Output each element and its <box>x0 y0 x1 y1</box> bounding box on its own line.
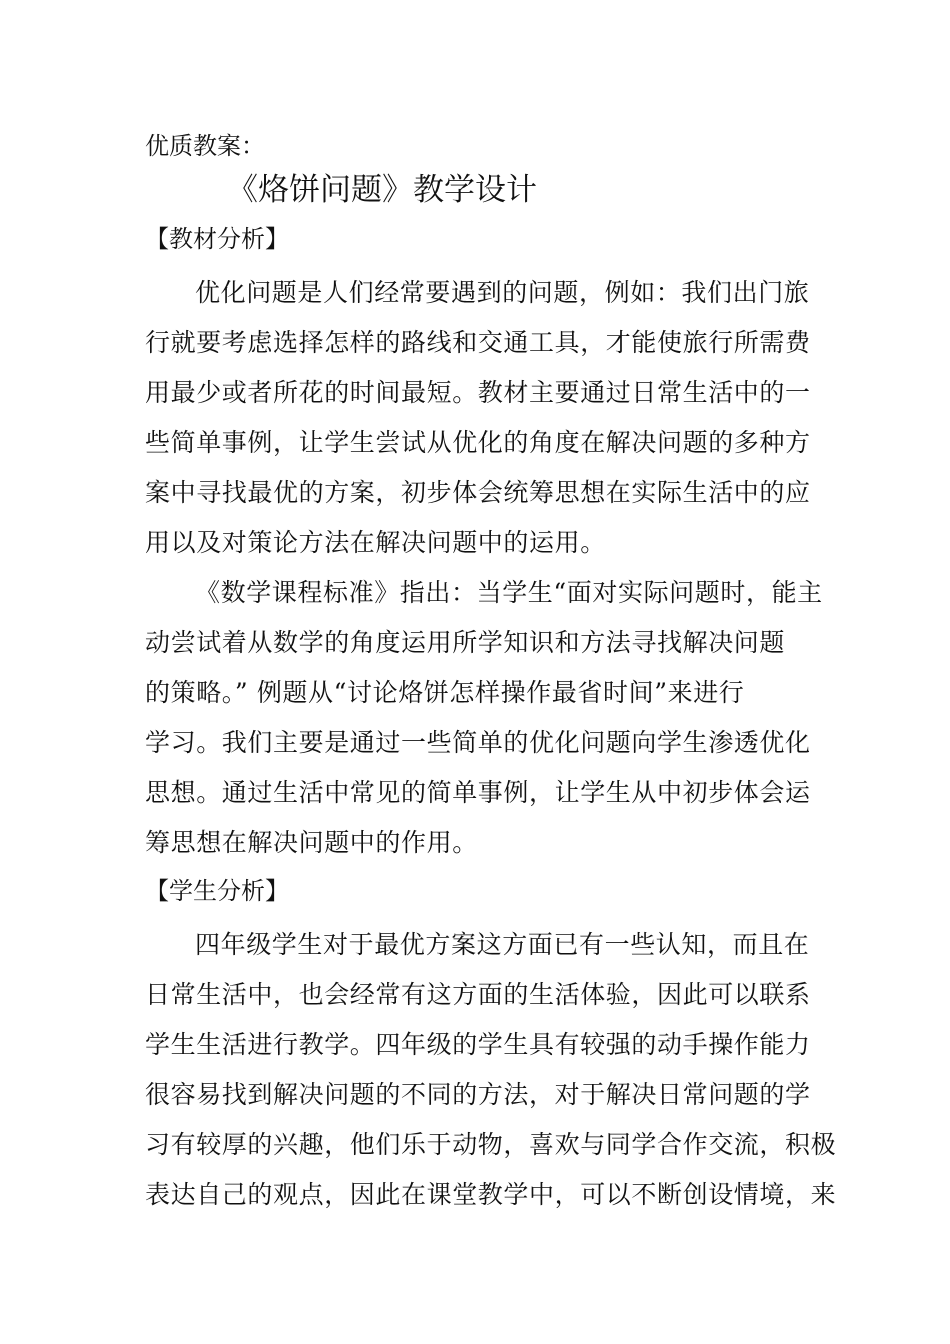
text-line: 表达自己的观点，因此在课堂教学中，可以不断创设情境，来 <box>145 1180 837 1209</box>
text-line: 《数学课程标准》指出：当学生“面对实际问题时，能主 <box>195 578 823 607</box>
section-heading-student-analysis: 【学生分析】 <box>145 877 289 905</box>
text-line: 的策略。” 例题从“讨论烙饼怎样操作最省时间”来进行 <box>145 678 745 707</box>
text-line: 用以及对策论方法在解决问题中的运用。 <box>145 528 606 557</box>
text-line: 些简单事例，让学生尝试从优化的角度在解决问题的多种方 <box>145 428 811 457</box>
text-line: 动尝试着从数学的角度运用所学知识和方法寻找解决问题 <box>145 628 786 657</box>
paragraph-student-1 <box>145 920 837 1220</box>
text-line: 学习。我们主要是通过一些简单的优化问题向学生渗透优化 <box>145 728 811 757</box>
text-line: 用最少或者所花的时间最短。教材主要通过日常生活中的一 <box>145 378 811 407</box>
section-heading-material-analysis: 【教材分析】 <box>145 225 289 253</box>
text-line: 日常生活中，也会经常有这方面的生活体验，因此可以联系 <box>145 980 811 1009</box>
text-line: 很容易找到解决问题的不同的方法，对于解决日常问题的学 <box>145 1080 811 1109</box>
text-line: 学生生活进行教学。四年级的学生具有较强的动手操作能力 <box>145 1030 811 1059</box>
text-line: 思想。通过生活中常见的简单事例，让学生从中初步体会运 <box>145 778 811 807</box>
text-line: 案中寻找最优的方案，初步体会统筹思想在实际生活中的应 <box>145 478 811 507</box>
text-line: 习有较厚的兴趣，他们乐于动物，喜欢与同学合作交流，积极 <box>145 1130 837 1159</box>
paragraph-material-2 <box>145 568 823 868</box>
document-title: 《烙饼问题》教学设计 <box>227 172 537 208</box>
text-line: 行就要考虑选择怎样的路线和交通工具，才能使旅行所需费 <box>145 328 811 357</box>
document-body <box>145 128 837 1220</box>
text-line: 优化问题是人们经常要遇到的问题，例如：我们出门旅 <box>195 278 810 307</box>
text-line: 四年级学生对于最优方案这方面已有一些认知，而且在 <box>195 930 810 959</box>
document-label: 优质教案： <box>145 132 265 160</box>
paragraph-material-1 <box>145 268 810 568</box>
text-line: 筹思想在解决问题中的作用。 <box>145 828 478 857</box>
